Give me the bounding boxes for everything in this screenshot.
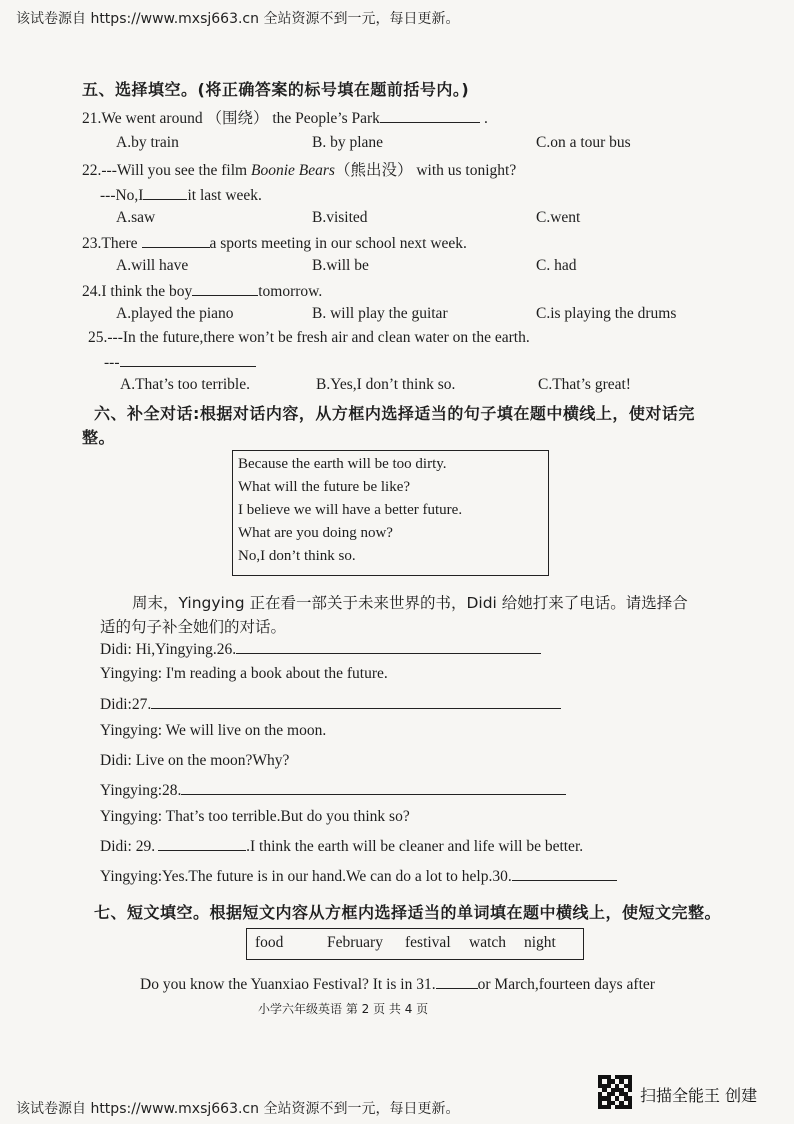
q22-option-a: A.saw [116,209,156,226]
section6-intro-line1: 周末，Yingying 正在看一部关于未来世界的书，Didi 给她打来了电话。请选择合 [132,594,688,612]
q24-option-b: B. will play the guitar [312,305,448,322]
q23-option-a: A.will have [116,257,189,274]
question-24: 24.I think the boy tomorrow. [82,283,323,300]
passage-line-31: Do you know the Yuanxiao Festival? It is in 31. or March,fourteen days after [140,976,655,993]
q25-option-b: B.Yes,I don’t think so. [316,376,456,393]
section7-title: 七、短文填空。根据短文内容从方框内选择适当的单词填在题中横线上，使短文完整。 [94,903,722,922]
box-option-3: I believe we will have a better future. [238,502,463,518]
word-option-february: February [327,934,383,951]
qr-code-icon [598,1075,632,1109]
q22-option-c: C.went [536,209,581,226]
dialogue-line-yingying-1: Yingying: I'm reading a book about the future. [100,665,388,682]
top-banner: 该试卷源自 https://www.mxsj663.cn 全站资源不到一元，每日更新。 [16,11,460,27]
word-option-food: food [255,934,284,951]
section6-intro-line2: 适的句子补全她们的对话。 [100,618,287,636]
question-25-reply: --- [104,352,256,372]
q23-option-b: B.will be [312,257,369,274]
box-option-5: No,I don’t think so. [238,548,356,564]
box-option-2: What will the future be like? [238,479,411,495]
question-21: 21.We went around （围绕） the People’s Park . [82,110,488,127]
question-22: 22.---Will you see the film Boonie Bears（熊出没） with us tonight? [82,162,517,179]
dialogue-line-yingying-2: Yingying: We will live on the moon. [100,722,327,739]
q22-option-b: B.visited [312,209,368,226]
dialogue-line-26: Didi: Hi,Yingying.26. [100,639,541,659]
q25-option-a: A.That’s too terrible. [120,376,250,393]
dialogue-line-didi-why: Didi: Live on the moon?Why? [100,752,290,769]
dialogue-line-yingying-3: Yingying: That’s too terrible.But do you think so? [100,808,410,825]
word-option-night: night [524,934,556,951]
question-25: 25.---In the future,there won’t be fresh air and clean water on the earth. [88,329,530,346]
word-option-festival: festival [405,934,451,951]
q25-option-c: C.That’s great! [538,376,631,393]
page-number-footer: 小学六年级英语 第 2 页 共 4 页 [258,1002,429,1016]
q21-option-b: B. by plane [312,134,384,151]
q23-option-c: C. had [536,257,577,274]
word-options-box [246,928,584,960]
section5-title: 五、选择填空。(将正确答案的标号填在题前括号内。) [82,80,470,99]
q24-option-c: C.is playing the drums [536,305,677,322]
dialogue-line-29: Didi: 29. .I think the earth will be cleaner and life will be better. [100,838,584,855]
bottom-banner: 该试卷源自 https://www.mxsj663.cn 全站资源不到一元，每日更新。 [16,1101,460,1117]
box-option-1: Because the earth will be too dirty. [238,456,447,472]
dialogue-line-27: Didi:27. [100,694,561,714]
scanner-label: 扫描全能王 创建 [640,1086,758,1105]
sentence-options-box [232,450,549,576]
question-23: 23.There a sports meeting in our school next week. [82,235,467,252]
dialogue-line-28: Yingying:28. [100,780,566,800]
section6-title-line2: 整。 [82,428,116,447]
question-22-reply: ---No,I it last week. [100,187,262,204]
q21-option-a: A.by train [116,134,179,151]
q21-option-c: C.on a tour bus [536,134,631,151]
box-option-4: What are you doing now? [238,525,393,541]
dialogue-line-30: Yingying:Yes.The future is in our hand.We can do a lot to help.30. [100,866,617,886]
section6-title-line1: 六、补全对话:根据对话内容，从方框内选择适当的句子填在题中横线上，使对话完 [94,404,695,423]
word-option-watch: watch [469,934,507,951]
q24-option-a: A.played the piano [116,305,234,322]
